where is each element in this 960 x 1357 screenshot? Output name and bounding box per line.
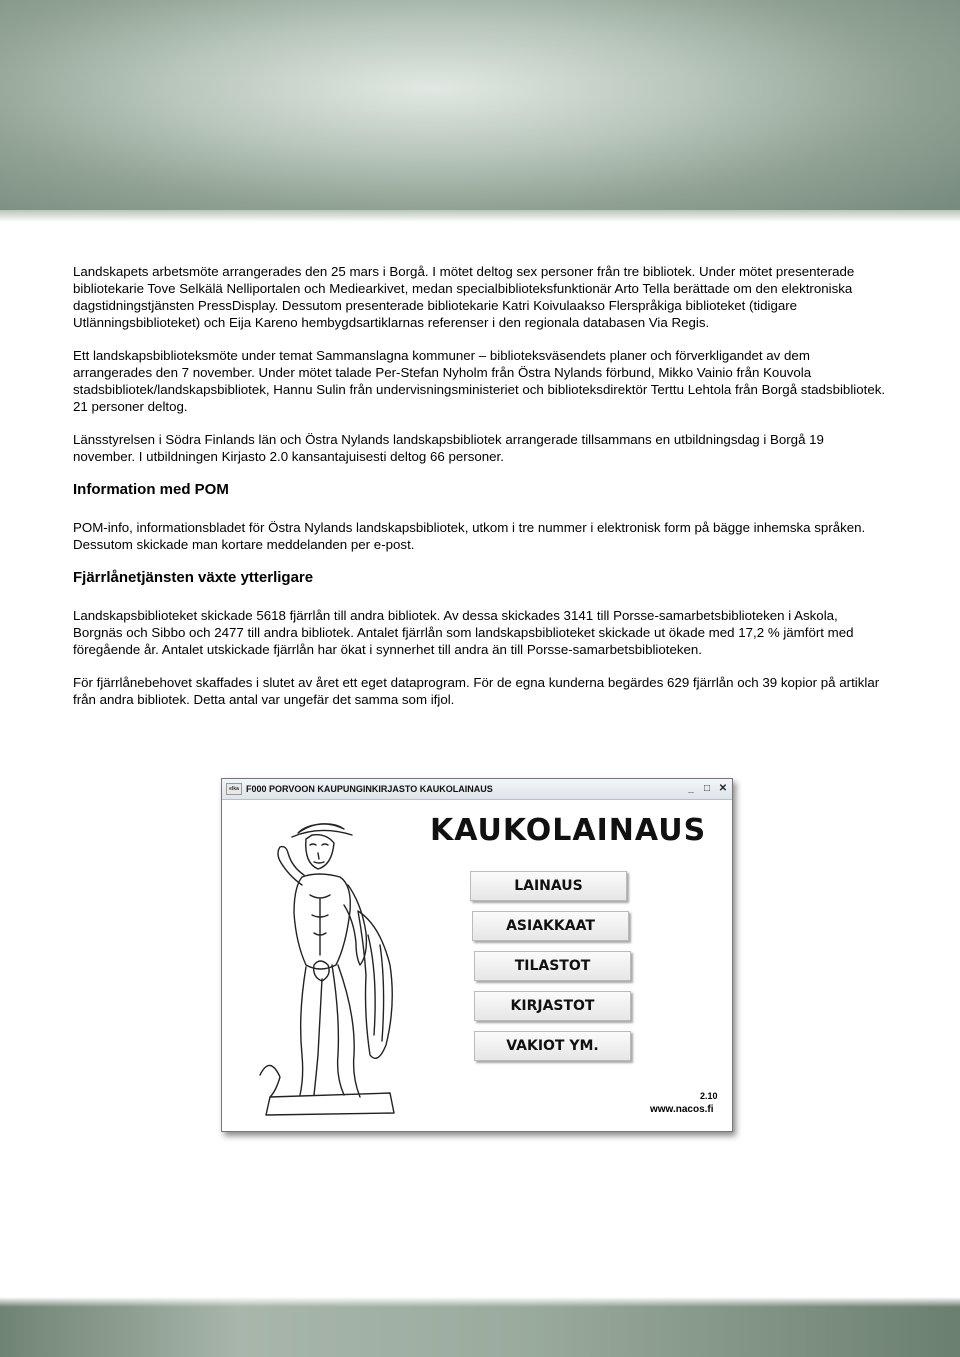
paragraph-landskapsbiblioteksmote: Ett landskapsbiblioteksmöte under temat Sammanslagna kommuner – biblioteksväsendets planer och förverkligandet av dem arrangerades den 7 november. Under mötet talade Per-Stefan Nyholm från Östra Nylands förbund, Mikko Vainio från Kouvola stadsbibliotek/landskapsbibliotek, Hannu Sulin från undervisningsministeriet och biblioteksdirektör Terttu Lehtola från Borgå stadsbibliotek. 21 personer deltog. (73, 348, 886, 414)
window-titlebar (222, 779, 732, 800)
vakiot-button[interactable]: VAKIOT YM. (474, 1031, 631, 1061)
window-title: F000 PORVOON KAUPUNGINKIRJASTO KAUKOLAINAUS (246, 784, 493, 794)
asiakkaat-button[interactable]: ASIAKKAAT (472, 911, 629, 941)
header-decoration (0, 0, 960, 222)
footer-decoration (0, 1297, 960, 1357)
website-label: www.nacos.fi (650, 1104, 714, 1115)
document-body (73, 263, 888, 724)
paragraph-utbildningsdag: Länsstyrelsen i Södra Finlands län och Östra Nylands landskapsbibliotek arrangerade tillsammans en utbildningsdag i Borgå 19 november. I utbildningen Kirjasto 2.0 kansantajuisesti deltog 66 personer. (73, 432, 824, 464)
paragraph-arbetsmote: Landskapets arbetsmöte arrangerades den 25 mars i Borgå. I mötet deltog sex personer från tre bibliotek. Under mötet presenterade bibliotekarie Tove Selkälä Nelliportalen och Mediearkivet, medan specialbiblioteksfunktionär Arto Tella berättade om den elektroniska dagstidningstjänsten PressDisplay. Dessutom presenterade bibliotekarie Katri Koivulaakso Flerspråkiga biblioteket (tidigare Utlänningsbiblioteket) och Eija Kareno hembygdsartiklarnas referenser i den regionala databasen Via Regis. (73, 264, 855, 330)
paragraph-pom: POM-info, informationsbladet för Östra Nylands landskapsbibliotek, utkom i tre nummer i elektronisk form på bägge inhemska språken. Dessutom skickade man kortare meddelanden per e-post. (73, 520, 866, 552)
heading-pom: Information med POM (73, 481, 229, 498)
statue-illustration (240, 815, 420, 1121)
lainaus-button[interactable]: LAINAUS (470, 871, 627, 901)
paragraph-fjarrlan-1: Landskapsbiblioteket skickade 5618 fjärrlån till andra bibliotek. Av dessa skickades 3141 till Porsse-samarbetsbiblioteken i Askola, Borgnäs och Sibbo och 2477 till andra bibliotek. Antalet fjärrlån som landskapsbiblioteket skickade ut ökade med 17,2 % jämfört med föregående år. Antalet utskickade fjärrlån har ökat i synnerhet till andra än till Porsse-samarbetsbiblioteken. (73, 608, 854, 657)
tilastot-button[interactable]: TILASTOT (474, 951, 631, 981)
kirjastot-button[interactable]: KIRJASTOT (474, 991, 631, 1021)
paragraph-fjarrlan-2: För fjärrlånebehovet skaffades i slutet av året ett eget dataprogram. För de egna kunderna begärdes 629 fjärrlån och 39 kopior på artiklar från andra bibliotek. Detta antal var ungefär det samma som ifjol. (73, 675, 880, 707)
kaukolainaus-screenshot (221, 778, 733, 1132)
close-icon[interactable]: ✕ (718, 782, 728, 794)
heading-fjarrlan: Fjärrlånetjänsten växte ytterligare (73, 569, 314, 586)
minimize-icon[interactable]: _ (688, 782, 694, 794)
app-title: KAUKOLAINAUS (430, 813, 707, 848)
app-icon: elka (226, 783, 242, 795)
version-label: 2.10 (700, 1091, 718, 1101)
maximize-icon[interactable]: □ (703, 782, 711, 794)
